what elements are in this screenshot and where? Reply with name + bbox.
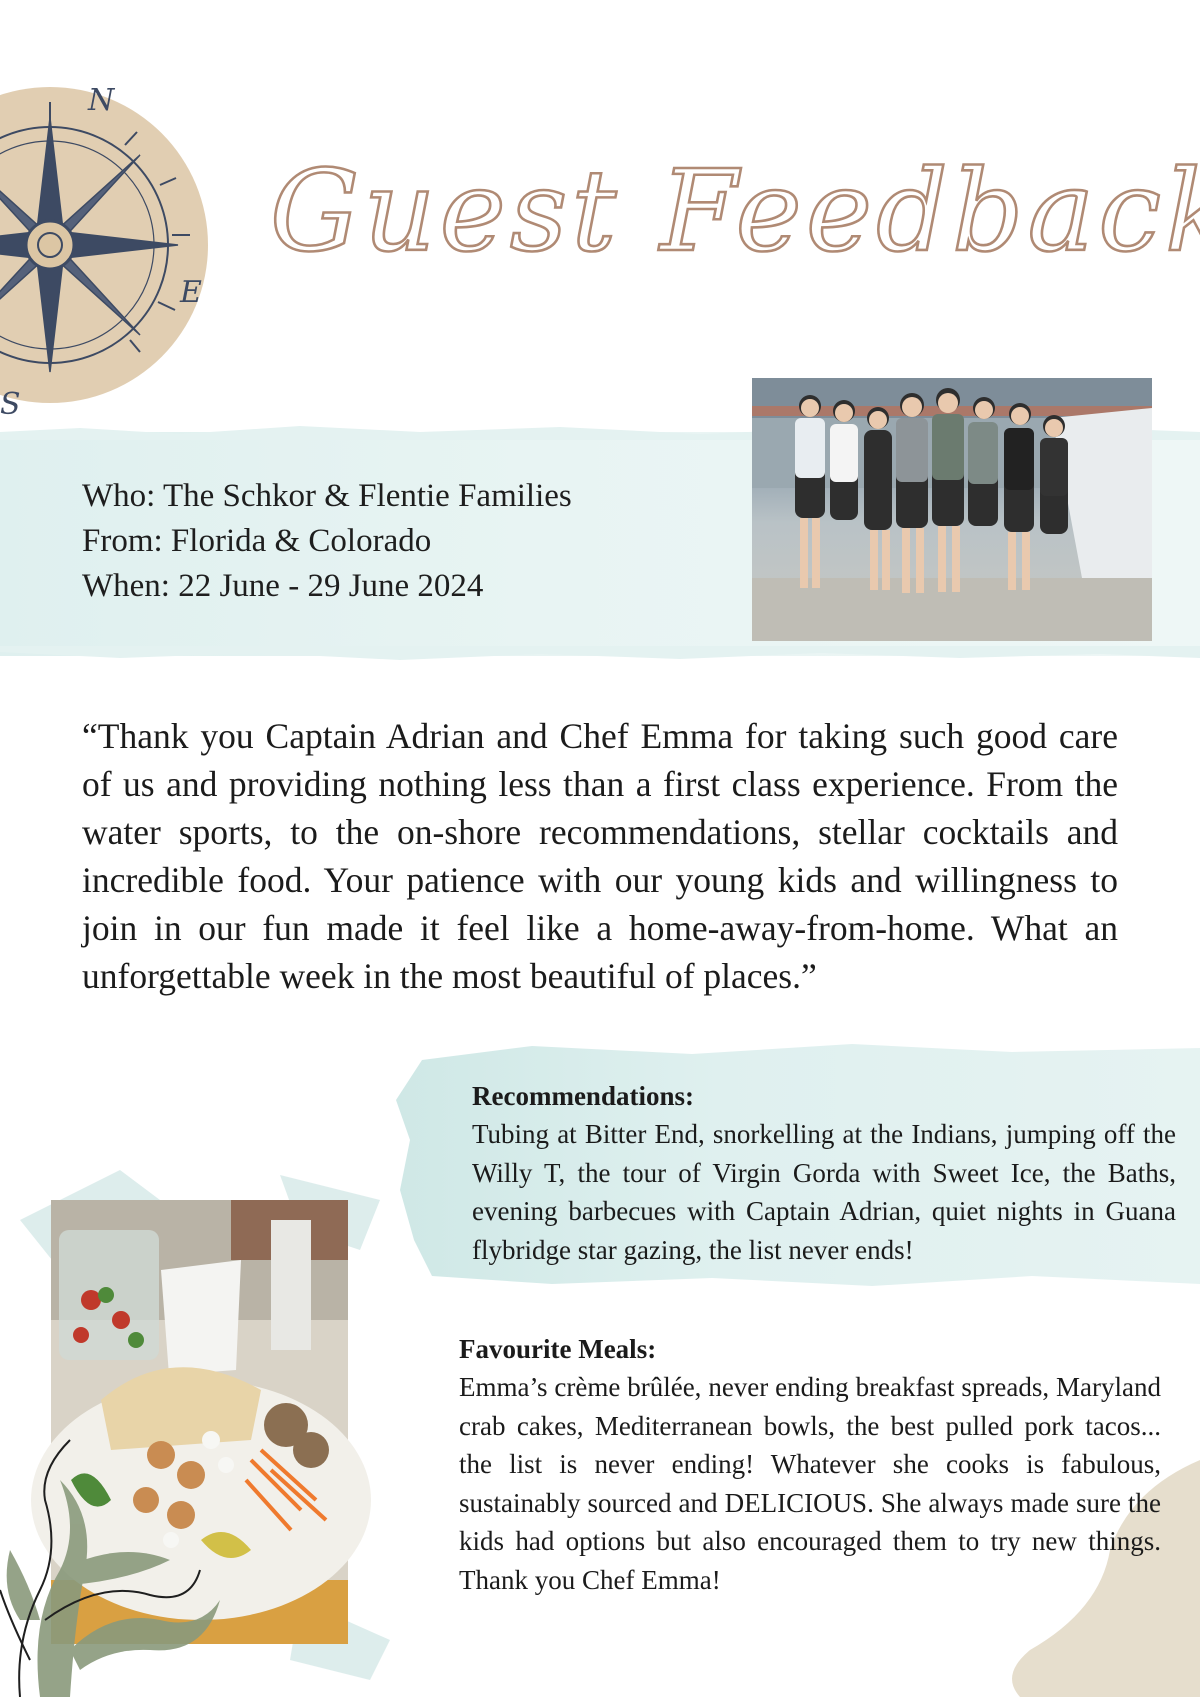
info-from: From: Florida & Colorado	[82, 523, 432, 559]
recommendations-section	[472, 1077, 1176, 1269]
compass-south-label: S	[0, 387, 21, 422]
group-photo	[752, 378, 1152, 641]
guest-quote: “Thank you Captain Adrian and Chef Emma for taking such good care of us and providing nothing less than a first class experience. From the water sports, to the on-shore recommendations, stellar cocktails and incredible food. Your patience with our young kids and willingness to join in our fun made it feel like a home-away-from-home. What an unforgettable week in the most beautiful of places.”	[82, 716, 1118, 996]
recommendations-title: Recommendations:	[472, 1081, 694, 1111]
info-who: Who: The Schkor & Flentie Families	[82, 478, 572, 514]
info-when: When: 22 June - 29 June 2024	[82, 568, 484, 604]
favourite-meals-section	[459, 1330, 1161, 1599]
trip-info	[82, 474, 682, 609]
compass-east-label: E	[180, 275, 202, 310]
page-title-text	[270, 147, 1200, 277]
compass-rose-icon	[0, 40, 220, 422]
page-title	[270, 100, 950, 330]
meals-title: Favourite Meals:	[459, 1334, 657, 1364]
meals-body: Emma’s crème brûlée, never ending breakfast spreads, Maryland crab cakes, Mediterranean bowls, the best pulled pork tacos... the list is never ending! Whatever she cooks is fabulous, sustainably sourced and DELICIOUS. She always made sure the kids had options but also encouraged them to try new things. Thank you Chef Emma!	[459, 1372, 1161, 1595]
seaweed-icon	[0, 1420, 230, 1697]
compass-north-label: N	[88, 83, 115, 118]
recommendations-body: Tubing at Bitter End, snorkelling at the Indians, jumping off the Willy T, the tour of Virgin Gorda with Sweet Ice, the Baths, evening barbecues with Captain Adrian, quiet nights in Guana flybridge star gazing, the list never ends!	[472, 1119, 1176, 1265]
